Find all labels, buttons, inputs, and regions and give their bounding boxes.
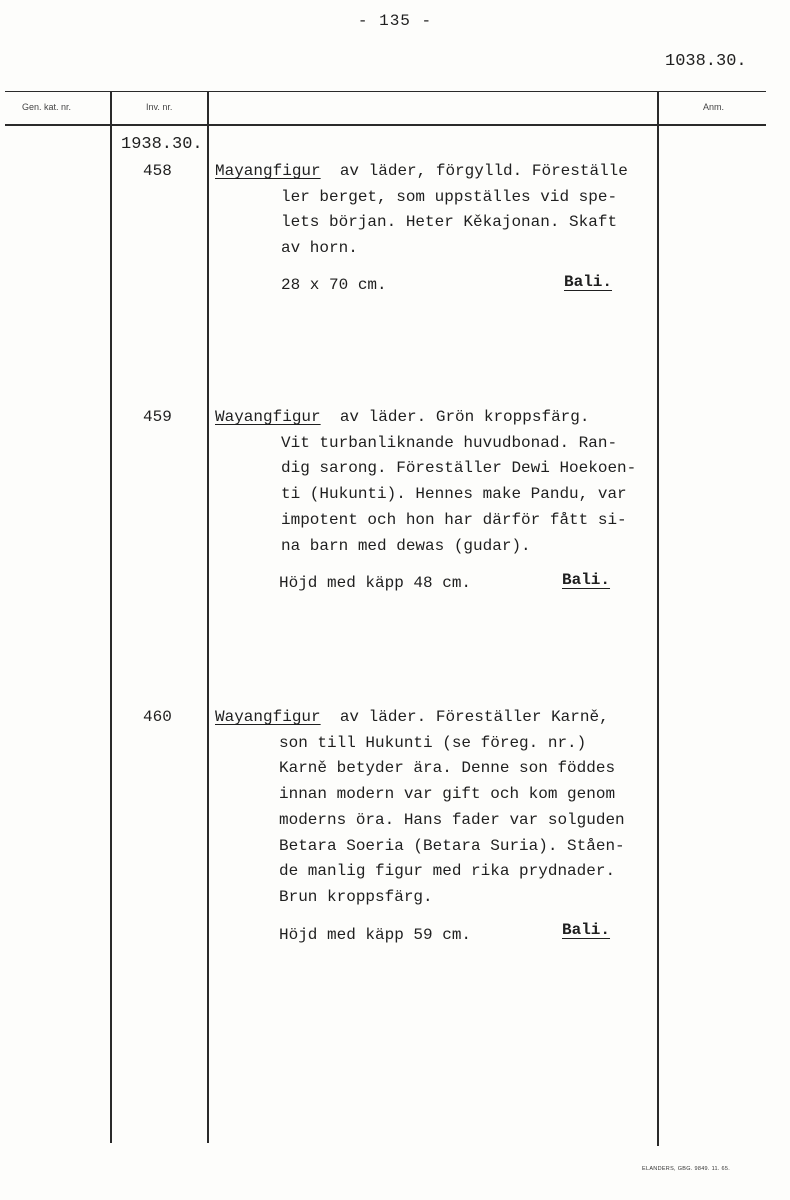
column-header-anm: Anm. [703,102,725,112]
object-term: Wayangfigur [215,708,321,726]
inventory-number: 458 [143,162,172,180]
entry-first-line [215,405,589,431]
header-rule-top [5,91,766,92]
object-term: Mayangfigur [215,162,321,180]
column-divider-gen-inv [110,91,112,1143]
entry-line: Betara Soeria (Betara Suria). Ståen- [279,836,625,855]
entry-provenance: Bali. [562,921,611,939]
column-divider-desc-anm [657,91,659,1146]
entry-provenance: Bali. [564,273,613,291]
entry-line: impotent och hon har därför fått si- [281,510,627,529]
entry-line: Karně betyder ära. Denne son föddes [279,759,616,778]
ledger-number: 1038.30. [665,52,747,71]
entry-line: av läder. Föreställer Karně, [320,708,609,726]
entry-line: son till Hukunti (se föreg. nr.) [279,733,587,752]
entry-first-line [215,705,609,731]
entry-line: av läder, förgylld. Föreställe [320,162,628,180]
entry-line: dig sarong. Föreställer Dewi Hoekoen- [281,459,637,478]
printer-imprint: ELANDERS, GBG. 9849. 11. 65. [642,1166,731,1172]
entry-line: ler berget, som uppställes vid spe- [281,187,618,206]
entry-line: Brun kroppsfärg. [279,887,433,906]
entry-line: av läder. Grön kroppsfärg. [320,408,590,426]
entry-line: ti (Hukunti). Hennes make Pandu, var [281,485,627,504]
entry-line: de manlig figur med rika prydnader. [279,862,616,881]
entry-line: innan modern var gift och kom genom [279,785,616,804]
accession-year: 1938.30. [121,135,203,154]
header-rule-bottom [5,124,766,126]
entry-line: na barn med dewas (gudar). [281,536,531,555]
entry-line: lets början. Heter Kěkajonan. Skaft [281,213,618,232]
entry-line: Vit turbanliknande huvudbonad. Ran- [281,433,618,452]
inventory-number: 459 [143,408,172,426]
entry-line: moderns öra. Hans fader var solguden [279,810,625,829]
object-term: Wayangfigur [215,408,321,426]
column-divider-inv-desc [207,91,209,1143]
entry-measurement: Höjd med käpp 59 cm. [279,926,472,944]
entry-first-line [215,159,628,185]
entry-measurement: 28 x 70 cm. [281,276,387,294]
inventory-number: 460 [143,708,172,726]
entry-measurement: Höjd med käpp 48 cm. [279,574,472,592]
column-header-inv-nr: Inv. nr. [146,102,173,112]
column-header-gen-kat-nr: Gen. kat. nr. [22,102,72,112]
page-number: - 135 - [357,12,433,30]
entry-line: av horn. [281,239,358,258]
entry-provenance: Bali. [562,571,611,589]
